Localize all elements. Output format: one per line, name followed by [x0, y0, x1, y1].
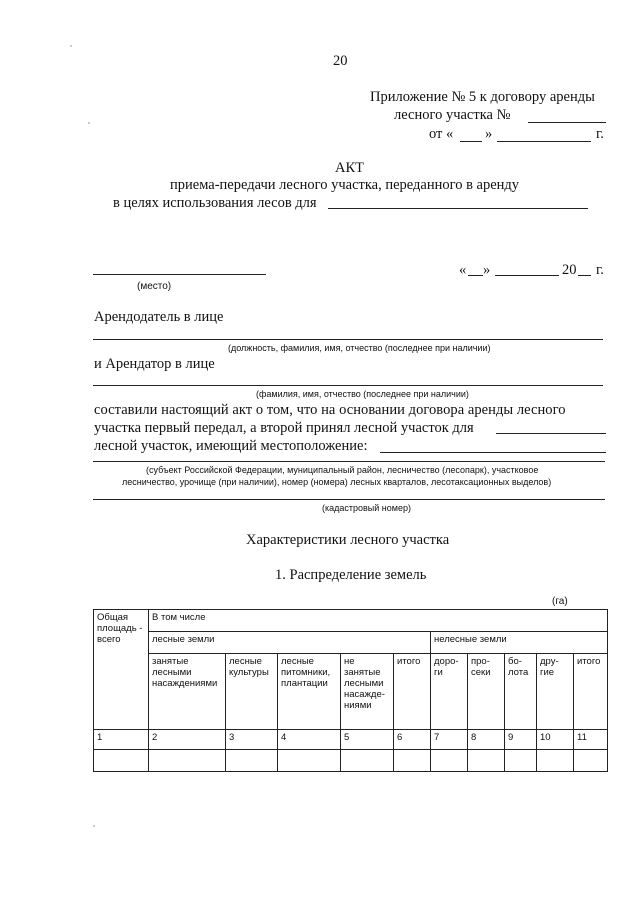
lessee-field[interactable] — [93, 385, 603, 386]
act-day-field[interactable] — [468, 275, 483, 276]
body-line-1: составили настоящий акт о том, что на основании договора аренды лесного — [94, 402, 566, 418]
col-number: 11 — [574, 730, 608, 750]
col-number: 3 — [226, 730, 278, 750]
table-cell[interactable] — [505, 750, 537, 772]
contract-number-field[interactable] — [528, 122, 606, 123]
lessor-caption: (должность, фамилия, имя, отчество (последнее при наличии) — [228, 343, 491, 353]
appendix-line-2: лесного участка № — [394, 107, 511, 123]
col-header-roads: доро-ги — [431, 654, 468, 730]
appendix-date-close: » — [485, 126, 493, 142]
scan-speck — [93, 825, 95, 827]
appendix-date-open: от « — [429, 126, 454, 142]
table-cell[interactable] — [394, 750, 431, 772]
col-header-nonforest-total: итого — [574, 654, 608, 730]
location-caption-line-1: (субъект Российской Федерации, муниципальный район, лесничество (лесопарк), участковое — [146, 465, 539, 475]
table-header-row-3 — [94, 654, 608, 730]
forest-lands-header: лесные земли — [149, 632, 431, 654]
table-cell[interactable] — [278, 750, 341, 772]
col-number: 7 — [431, 730, 468, 750]
page-number: 20 — [333, 53, 348, 69]
act-date-open: « — [459, 262, 467, 278]
col-header-other: дру-гие — [537, 654, 574, 730]
col-number: 9 — [505, 730, 537, 750]
units-label: (га) — [552, 596, 568, 607]
lessee-caption: (фамилия, имя, отчество (последнее при наличии) — [256, 389, 469, 399]
act-year-prefix: 20 — [562, 262, 577, 278]
body-line-2: участка первый передал, а второй принял лесной участок для — [94, 420, 474, 436]
section-title: Характеристики лесного участка — [246, 532, 450, 548]
table-header-row-2 — [94, 632, 608, 654]
table-number-row — [94, 730, 608, 750]
col-number: 5 — [341, 730, 394, 750]
table-cell[interactable] — [431, 750, 468, 772]
table-data-row — [94, 750, 608, 772]
col-number: 8 — [468, 730, 505, 750]
act-purpose-label: в целях использования лесов для — [113, 195, 317, 211]
col-number: 1 — [94, 730, 149, 750]
place-caption: (место) — [137, 281, 172, 292]
table-cell[interactable] — [226, 750, 278, 772]
col-header-swamps: бо-лота — [505, 654, 537, 730]
cadastral-caption: (кадастровый номер) — [322, 503, 411, 513]
col-header-clearings: про-секи — [468, 654, 505, 730]
nonforest-lands-header: нелесные земли — [431, 632, 608, 654]
purpose-field[interactable] — [328, 208, 588, 209]
scan-speck — [88, 122, 90, 124]
total-area-header: Общая площадь - всего — [94, 610, 149, 730]
location-field-2[interactable] — [93, 461, 605, 462]
including-header: В том числе — [149, 610, 608, 632]
act-subtitle: приема-передачи лесного участка, переданного в аренду — [170, 177, 520, 193]
act-month-field[interactable] — [495, 275, 559, 276]
act-date-close: » — [483, 262, 491, 278]
table-cell[interactable] — [537, 750, 574, 772]
appendix-day-field[interactable] — [460, 141, 482, 142]
lessor-label: Арендодатель в лице — [94, 309, 224, 325]
col-header-occupied: занятые лесными насаждениями — [149, 654, 226, 730]
cadastral-field[interactable] — [93, 499, 605, 500]
scan-speck — [70, 45, 72, 47]
col-number: 4 — [278, 730, 341, 750]
col-header-unoccupied: не занятые лесными насажде-ниями — [341, 654, 394, 730]
place-field[interactable] — [93, 274, 266, 275]
location-field[interactable] — [380, 452, 606, 453]
land-distribution-table — [93, 609, 608, 772]
table-cell[interactable] — [574, 750, 608, 772]
table-cell[interactable] — [341, 750, 394, 772]
col-header-cultures: лесные культуры — [226, 654, 278, 730]
appendix-line-1: Приложение № 5 к договору аренды — [370, 89, 595, 105]
table-cell[interactable] — [149, 750, 226, 772]
col-number: 10 — [537, 730, 574, 750]
body-line-3: лесной участок, имеющий местоположение: — [94, 438, 368, 454]
purpose-field-2[interactable] — [496, 433, 606, 434]
col-number: 2 — [149, 730, 226, 750]
lessee-label: и Арендатор в лице — [94, 356, 215, 372]
location-caption-line-2: лесничество, урочище (при наличии), номер (номера) лесных кварталов, лесотаксационных выделов) — [122, 477, 552, 487]
appendix-month-field[interactable] — [497, 141, 591, 142]
table-cell[interactable] — [94, 750, 149, 772]
table-cell[interactable] — [468, 750, 505, 772]
table-header-row-1 — [94, 610, 608, 632]
act-year-suffix: г. — [596, 262, 604, 278]
col-number: 6 — [394, 730, 431, 750]
subsection-title: 1. Распределение земель — [275, 567, 427, 583]
act-title: АКТ — [335, 160, 364, 176]
act-year-field[interactable] — [578, 275, 591, 276]
col-header-nurseries: лесные питомники, плантации — [278, 654, 341, 730]
col-header-forest-total: итого — [394, 654, 431, 730]
appendix-year-suffix: г. — [596, 126, 604, 142]
lessor-field[interactable] — [93, 339, 603, 340]
